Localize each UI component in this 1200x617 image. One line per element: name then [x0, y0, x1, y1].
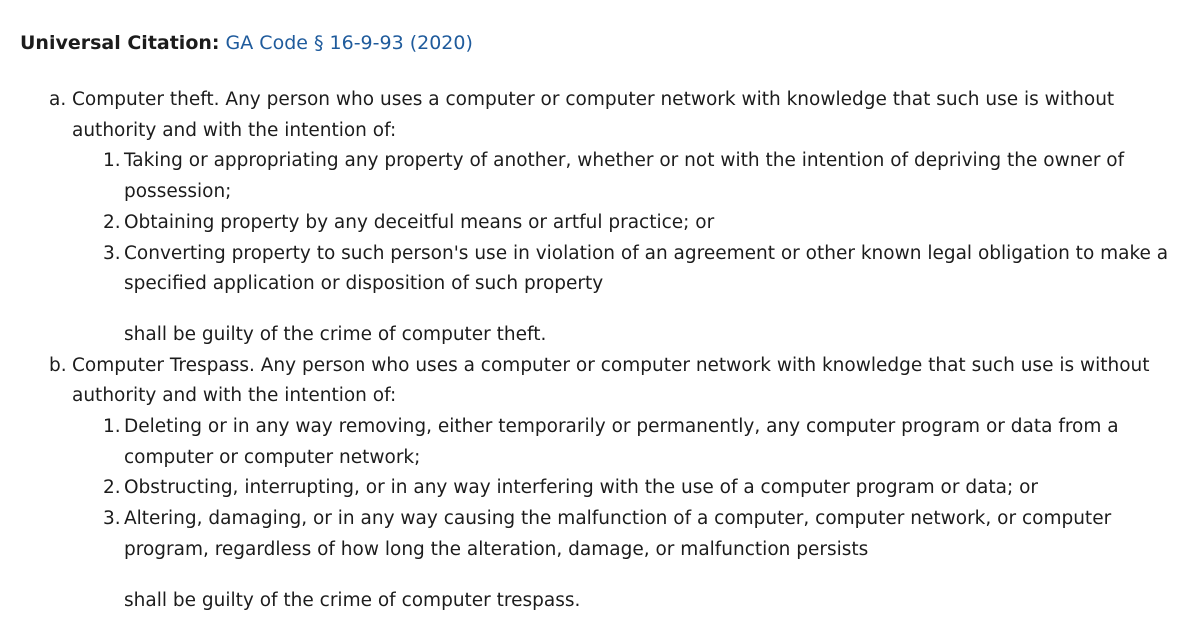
subsection-text: Deleting or in any way removing, either temporarily or permanently, any computer program or data from a computer or computer network; [124, 416, 1119, 468]
statute-text [0, 85, 1200, 616]
subsection-item [103, 412, 1184, 473]
universal-citation [20, 29, 473, 57]
subsection-text: Obtaining property by any deceitful means or artful practice; or [124, 211, 715, 233]
section-a [0, 85, 1194, 351]
subsection-text: Altering, damaging, or in any way causing the malfunction of a computer, computer network, or computer program, regardless of how long the alteration, damage, or malfunction persists [124, 508, 1112, 560]
subsection-item [103, 239, 1184, 300]
subsection-item [103, 473, 1184, 504]
citation-link[interactable]: GA Code § 16-9-93 (2020) [225, 32, 473, 54]
subsection-item [103, 146, 1184, 207]
citation-label: Universal Citation: [20, 32, 220, 54]
section-b [0, 351, 1194, 617]
subsection-list [72, 146, 1194, 300]
subsection-marker: 2. [103, 211, 121, 233]
subsection-item [103, 208, 1184, 239]
subsection-list [72, 412, 1194, 566]
subsection-marker: 3. [103, 242, 121, 264]
subsection-text: Taking or appropriating any property of another, whether or not with the intention of depriving the owner of possession; [124, 150, 1125, 203]
section-marker: b. [49, 354, 67, 376]
section-lead: Computer theft. Any person who uses a computer or computer network with knowledge that such use is without authority and with the intention of: [72, 89, 1115, 141]
subsection-text: Obstructing, interrupting, or in any way interfering with the use of a computer program or data; or [124, 477, 1039, 499]
subsection-item [103, 504, 1184, 565]
subsection-marker: 1. [103, 150, 121, 172]
subsection-text: Converting property to such person's use in violation of an agreement or other known legal obligation to make a specified application or disposition of such property [124, 242, 1169, 295]
section-lead: Computer Trespass. Any person who uses a computer or computer network with knowledge that such use is without authority and with the intention of: [72, 354, 1150, 407]
section-closing: shall be guilty of the crime of computer trespass. [124, 589, 581, 611]
section-marker: a. [49, 89, 67, 110]
subsection-marker: 2. [103, 477, 121, 499]
subsection-marker: 3. [103, 508, 121, 530]
subsection-marker: 1. [103, 416, 121, 438]
section-closing: shall be guilty of the crime of computer theft. [124, 323, 547, 345]
